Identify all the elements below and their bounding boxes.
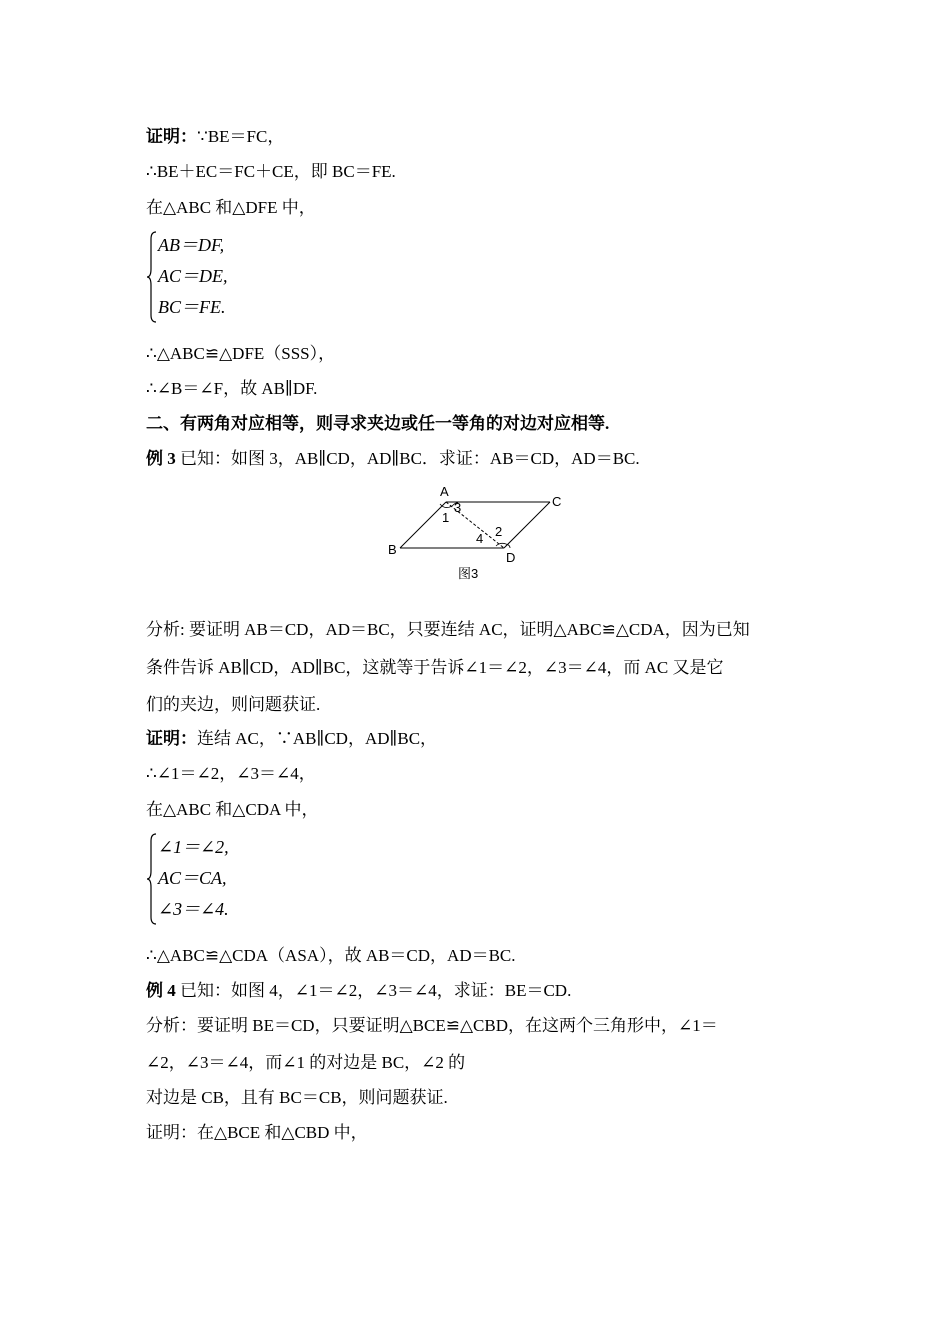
equation-system-2	[146, 831, 256, 927]
segment-cd	[504, 502, 550, 548]
label-a: A	[440, 484, 449, 499]
proof3-label: 证明：	[146, 729, 197, 748]
equation-system-1	[146, 229, 256, 325]
proof3-line-1	[146, 728, 437, 750]
left-brace-icon	[146, 831, 158, 927]
left-brace-icon	[146, 229, 158, 325]
system2-row-2: AC＝CA,	[158, 868, 227, 888]
label-b: B	[388, 542, 397, 557]
analysis3-line-3: 们的夹边，则问题获证.	[146, 695, 321, 714]
proof3-line-3: 在△ABC 和△CDA 中，	[146, 800, 319, 819]
section-heading-2: 二、有两角对应相等，则寻求夹边或任一等角的对边对应相等.	[146, 414, 610, 433]
system1-row-1: AB＝DF,	[158, 235, 225, 255]
example4-text: 已知：如图 4，∠1＝∠2，∠3＝∠4，求证：BE＝CD.	[180, 981, 572, 1000]
example4-label: 例 4	[146, 981, 176, 1000]
label-d: D	[506, 550, 516, 565]
proof1-line-2: ∴BE＋EC＝FC＋CE，即 BC＝FE.	[146, 162, 396, 181]
analysis4-line-2: ∠2，∠3＝∠4，而∠1 的对边是 BC，∠2 的	[146, 1053, 466, 1072]
analysis3-line-1: 分析: 要证明 AB＝CD，AD＝BC，只要连结 AC，证明△ABC≌△CDA，因为已知	[146, 620, 750, 639]
example3-statement	[146, 448, 640, 470]
analysis3-line-2: 条件告诉 AB∥CD，AD∥BC，这就等于告诉∠1＝∠2，∠3＝∠4，而 AC 又是它	[146, 658, 724, 677]
proof1-line-5: ∴∠B＝∠F，故 AB∥DF.	[146, 379, 318, 398]
label-angle-1: 1	[442, 510, 450, 525]
analysis4-line-1: 分析：要证明 BE＝CD，只要证明△BCE≌△CBD，在这两个三角形中，∠1＝	[146, 1016, 718, 1035]
example4-statement	[146, 980, 571, 1002]
label-angle-2: 2	[495, 524, 503, 539]
proof4-line-1: 证明：在△BCE 和△CBD 中，	[146, 1123, 368, 1142]
system2-row-3: ∠3＝∠4.	[158, 899, 229, 919]
segment-ab	[400, 502, 446, 548]
figure-3	[382, 482, 562, 582]
proof3-line-2: ∴∠1＝∠2，∠3＝∠4，	[146, 764, 316, 783]
proof1-line-3: 在△ABC 和△DFE 中，	[146, 198, 316, 217]
figure-caption: 图3	[458, 566, 479, 581]
analysis4-line-3: 对边是 CB，且有 BC＝CB，则问题获证.	[146, 1088, 448, 1107]
proof1-line-4: ∴△ABC≌△DFE（SSS），	[146, 344, 336, 363]
proof3-text: 连结 AC，∵AB∥CD，AD∥BC，	[197, 729, 438, 748]
system1-row-3: BC＝FE.	[158, 297, 226, 317]
proof-text: ∵BE＝FC，	[197, 127, 285, 146]
example3-text: 已知：如图 3，AB∥CD，AD∥BC．求证：AB＝CD，AD＝BC.	[180, 449, 640, 468]
label-angle-4: 4	[476, 531, 484, 546]
system2-row-1: ∠1＝∠2,	[158, 837, 229, 857]
proof-label: 证明：	[146, 127, 197, 146]
proof3-line-4: ∴△ABC≌△CDA（ASA），故 AB＝CD，AD＝BC.	[146, 946, 516, 965]
proof1-line-1	[146, 126, 284, 148]
label-c: C	[552, 494, 562, 509]
example3-label: 例 3	[146, 449, 176, 468]
system1-row-2: AC＝DE,	[158, 266, 228, 286]
label-angle-3: 3	[454, 500, 462, 515]
